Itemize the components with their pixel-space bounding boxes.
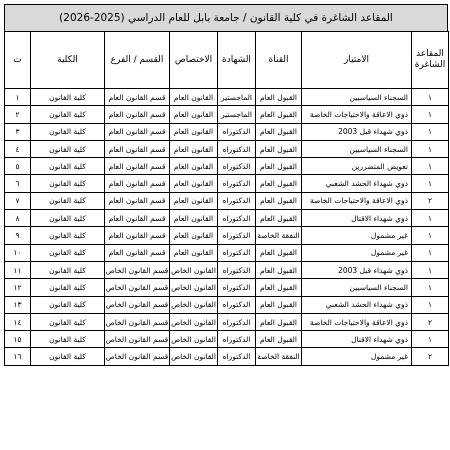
cell-seats: ١ [412,227,449,244]
cell-college: كلية القانون [31,140,105,157]
cell-channel: القبول العام [256,192,302,209]
cell-degree: الدكتوراه [218,331,256,348]
cell-college: كلية القانون [31,175,105,192]
table-row [5,296,449,313]
cell-serial: ٢ [5,106,31,123]
cell-serial: ٧ [5,192,31,209]
cell-serial: ١ [5,89,31,106]
cell-privilege: السجناء السياسيين [302,140,412,157]
cell-channel: النفقة الخاصة [256,348,302,365]
cell-college: كلية القانون [31,158,105,175]
cell-degree: الدكتوراه [218,210,256,227]
table-row [5,123,449,140]
cell-serial: ٨ [5,210,31,227]
table-row [5,140,449,157]
cell-department: قسم القانون الخاص [105,261,170,278]
cell-degree: الدكتوراه [218,175,256,192]
cell-college: كلية القانون [31,192,105,209]
cell-degree: الدكتوراه [218,279,256,296]
cell-college: كلية القانون [31,244,105,261]
cell-specialization: القانون العام [170,192,218,209]
cell-department: قسم القانون الخاص [105,313,170,330]
cell-channel: القبول العام [256,279,302,296]
cell-department: قسم القانون الخاص [105,279,170,296]
cell-specialization: القانون العام [170,244,218,261]
cell-privilege: ذوي الاعاقة والاحتياجات الخاصة [302,192,412,209]
table-row [5,175,449,192]
cell-specialization: القانون الخاص [170,296,218,313]
cell-department: قسم القانون العام [105,89,170,106]
cell-college: كلية القانون [31,348,105,365]
cell-privilege: ذوي شهداء الحشد الشعبي [302,296,412,313]
cell-specialization: القانون العام [170,175,218,192]
cell-channel: النفقة الخاصة [256,227,302,244]
cell-department: قسم القانون العام [105,140,170,157]
table-body [5,89,449,366]
cell-specialization: القانون الخاص [170,348,218,365]
cell-privilege: السجناء السياسيين [302,279,412,296]
cell-privilege: غير مشمول [302,244,412,261]
cell-department: قسم القانون العام [105,106,170,123]
cell-seats: ٢ [412,313,449,330]
cell-privilege: ذوي الاعاقة والاحتياجات الخاصة [302,106,412,123]
cell-department: قسم القانون الخاص [105,348,170,365]
cell-serial: ١٤ [5,313,31,330]
cell-seats: ١ [412,158,449,175]
cell-serial: ١٥ [5,331,31,348]
table-row [5,348,449,365]
cell-college: كلية القانون [31,279,105,296]
table-row [5,210,449,227]
cell-privilege: ذوي شهداء الاقتال [302,210,412,227]
vacancies-table [4,31,449,366]
header-department: القسم / الفرع [105,32,170,89]
cell-channel: القبول العام [256,313,302,330]
cell-privilege: ذوي شهداء الاقتال [302,331,412,348]
cell-channel: القبول العام [256,261,302,278]
cell-privilege: تعويض المتضررين [302,158,412,175]
cell-privilege: ذوي الاعاقة والاحتياجات الخاصة [302,313,412,330]
cell-specialization: القانون الخاص [170,261,218,278]
cell-seats: ١ [412,244,449,261]
cell-college: كلية القانون [31,210,105,227]
cell-channel: القبول العام [256,296,302,313]
cell-college: كلية القانون [31,106,105,123]
cell-seats: ١ [412,140,449,157]
cell-channel: القبول العام [256,140,302,157]
cell-specialization: القانون العام [170,227,218,244]
cell-specialization: القانون الخاص [170,313,218,330]
cell-department: قسم القانون الخاص [105,331,170,348]
header-serial: ت [5,32,31,89]
table-row [5,331,449,348]
cell-channel: القبول العام [256,158,302,175]
cell-college: كلية القانون [31,261,105,278]
cell-serial: ١٢ [5,279,31,296]
cell-seats: ١ [412,279,449,296]
cell-seats: ١ [412,175,449,192]
cell-serial: ٦ [5,175,31,192]
cell-department: قسم القانون العام [105,227,170,244]
cell-department: قسم القانون العام [105,192,170,209]
cell-privilege: غير مشمول [302,227,412,244]
cell-serial: ٩ [5,227,31,244]
header-seats: المقاعد الشاغرة [412,32,449,89]
cell-channel: القبول العام [256,331,302,348]
cell-seats: ١ [412,331,449,348]
cell-channel: القبول العام [256,89,302,106]
table-row [5,261,449,278]
cell-college: كلية القانون [31,331,105,348]
cell-specialization: القانون العام [170,106,218,123]
header-row [5,32,449,89]
table-row [5,106,449,123]
table-row [5,279,449,296]
cell-privilege: ذوي شهداء قبل 2003 [302,123,412,140]
cell-channel: القبول العام [256,244,302,261]
cell-seats: ١ [412,296,449,313]
cell-college: كلية القانون [31,313,105,330]
cell-serial: ٥ [5,158,31,175]
header-degree: الشهادة [218,32,256,89]
cell-degree: الدكتوراه [218,313,256,330]
cell-department: قسم القانون العام [105,123,170,140]
cell-degree: الدكتوراه [218,158,256,175]
cell-seats: ٢ [412,192,449,209]
sheet-title: المقاعد الشاغرة في كلية القانون / جامعة بابل للعام الدراسي (2025-2026) [4,4,448,31]
cell-college: كلية القانون [31,89,105,106]
cell-privilege: غير مشمول [302,348,412,365]
cell-degree: الدكتوراه [218,244,256,261]
cell-college: كلية القانون [31,123,105,140]
cell-privilege: ذوي شهداء الحشد الشعبي [302,175,412,192]
cell-channel: القبول العام [256,210,302,227]
cell-specialization: القانون الخاص [170,279,218,296]
cell-privilege: ذوي شهداء قبل 2003 [302,261,412,278]
header-college: الكلية [31,32,105,89]
header-channel: القناة [256,32,302,89]
header-specialization: الاختصاص [170,32,218,89]
cell-degree: الدكتوراه [218,261,256,278]
cell-department: قسم القانون العام [105,210,170,227]
cell-serial: ١٠ [5,244,31,261]
cell-specialization: القانون العام [170,140,218,157]
cell-degree: الدكتوراه [218,227,256,244]
cell-degree: الدكتوراه [218,192,256,209]
cell-serial: ٤ [5,140,31,157]
table-row [5,313,449,330]
table-row [5,158,449,175]
cell-degree: الدكتوراه [218,140,256,157]
cell-specialization: القانون الخاص [170,331,218,348]
cell-specialization: القانون العام [170,89,218,106]
cell-channel: القبول العام [256,123,302,140]
cell-seats: ١ [412,89,449,106]
cell-degree: الماجستير [218,106,256,123]
cell-specialization: القانون العام [170,210,218,227]
cell-department: قسم القانون العام [105,175,170,192]
cell-seats: ١ [412,210,449,227]
cell-department: قسم القانون الخاص [105,296,170,313]
table-row [5,244,449,261]
cell-seats: ١ [412,106,449,123]
table-row [5,192,449,209]
cell-degree: الدكتوراه [218,123,256,140]
cell-serial: ١٦ [5,348,31,365]
cell-degree: الماجستير [218,89,256,106]
cell-degree: الدكتوراه [218,348,256,365]
cell-serial: ٣ [5,123,31,140]
cell-specialization: القانون العام [170,123,218,140]
vacancies-sheet [4,4,448,366]
table-row [5,227,449,244]
cell-seats: ١ [412,261,449,278]
cell-department: قسم القانون العام [105,244,170,261]
cell-channel: القبول العام [256,106,302,123]
cell-serial: ١١ [5,261,31,278]
cell-seats: ١ [412,123,449,140]
cell-seats: ٢ [412,348,449,365]
cell-channel: القبول العام [256,175,302,192]
cell-college: كلية القانون [31,227,105,244]
cell-serial: ١٣ [5,296,31,313]
cell-college: كلية القانون [31,296,105,313]
header-privilege: الامتياز [302,32,412,89]
cell-privilege: السجناء السياسيين [302,89,412,106]
cell-department: قسم القانون العام [105,158,170,175]
cell-degree: الدكتوراه [218,296,256,313]
cell-specialization: القانون العام [170,158,218,175]
table-row [5,89,449,106]
